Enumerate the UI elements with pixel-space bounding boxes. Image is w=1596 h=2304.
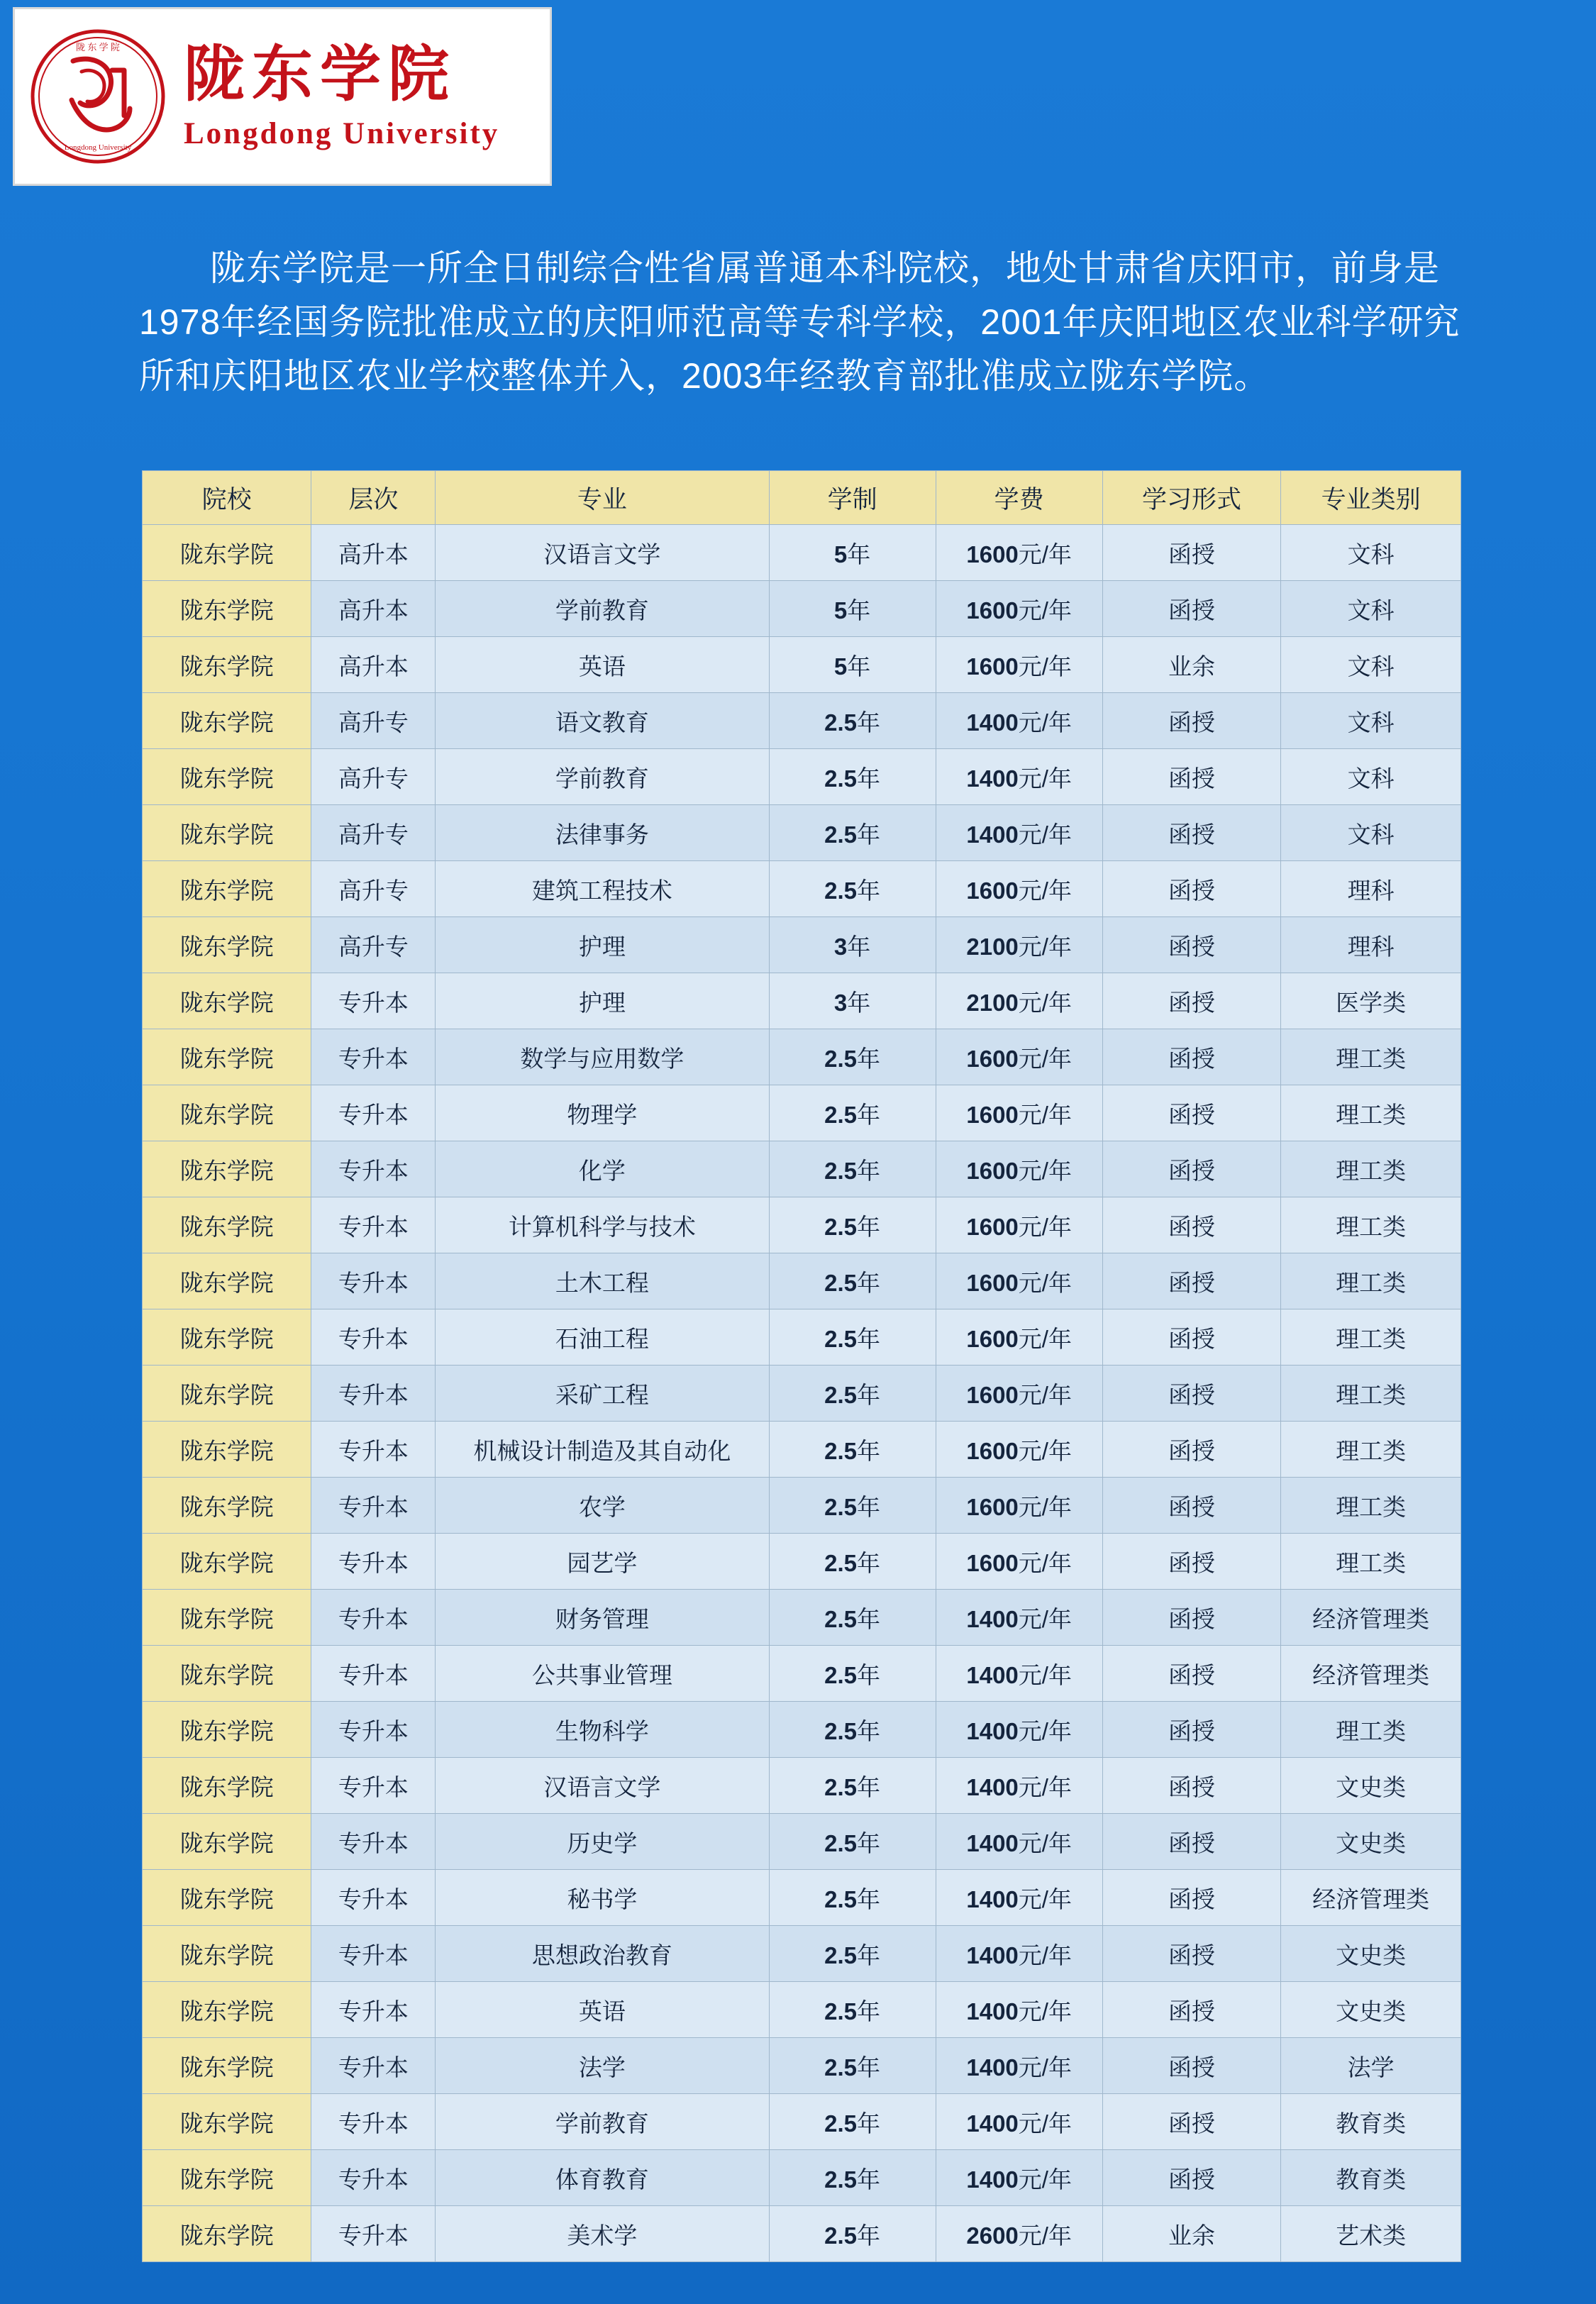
cell-major: 石油工程 <box>436 1309 769 1366</box>
cell-tuition: 2100元/年 <box>936 973 1102 1029</box>
table-row <box>143 1141 1461 1197</box>
cell-level: 高升专 <box>311 749 436 805</box>
cell-school: 陇东学院 <box>143 581 311 637</box>
cell-category: 理科 <box>1281 917 1461 973</box>
cell-school: 陇东学院 <box>143 2038 311 2094</box>
table-row <box>143 2038 1461 2094</box>
cell-major: 汉语言文学 <box>436 1758 769 1814</box>
cell-study-mode: 业余 <box>1102 2206 1281 2262</box>
table-row <box>143 1366 1461 1422</box>
cell-major: 计算机科学与技术 <box>436 1197 769 1253</box>
cell-tuition: 1600元/年 <box>936 525 1102 581</box>
cell-category: 法学 <box>1281 2038 1461 2094</box>
cell-major: 学前教育 <box>436 2094 769 2150</box>
cell-study-mode: 函授 <box>1102 2094 1281 2150</box>
cell-level: 专升本 <box>311 1478 436 1534</box>
university-emblem-icon <box>31 29 165 164</box>
cell-duration: 2.5年 <box>769 1926 936 1982</box>
cell-school: 陇东学院 <box>143 693 311 749</box>
cell-tuition: 1600元/年 <box>936 1029 1102 1085</box>
cell-school: 陇东学院 <box>143 1534 311 1590</box>
cell-tuition: 2600元/年 <box>936 2206 1102 2262</box>
cell-level: 高升专 <box>311 805 436 861</box>
table-row <box>143 693 1461 749</box>
cell-tuition: 1400元/年 <box>936 2094 1102 2150</box>
table-row <box>143 637 1461 693</box>
table-row <box>143 917 1461 973</box>
cell-level: 专升本 <box>311 973 436 1029</box>
cell-major: 法学 <box>436 2038 769 2094</box>
cell-duration: 2.5年 <box>769 1870 936 1926</box>
cell-major: 语文教育 <box>436 693 769 749</box>
cell-school: 陇东学院 <box>143 861 311 917</box>
column-header-study-mode: 学习形式 <box>1102 471 1281 525</box>
cell-major: 生物科学 <box>436 1702 769 1758</box>
cell-major: 汉语言文学 <box>436 525 769 581</box>
cell-duration: 2.5年 <box>769 1590 936 1646</box>
cell-tuition: 1400元/年 <box>936 1590 1102 1646</box>
cell-major: 思想政治教育 <box>436 1926 769 1982</box>
cell-duration: 2.5年 <box>769 1646 936 1702</box>
cell-tuition: 1400元/年 <box>936 749 1102 805</box>
cell-level: 专升本 <box>311 1646 436 1702</box>
cell-category: 理工类 <box>1281 1702 1461 1758</box>
table-row <box>143 1926 1461 1982</box>
introduction-paragraph: 陇东学院是一所全日制综合性省属普通本科院校，地处甘肃省庆阳市，前身是1978年经国务院批准成立的庆阳师范高等专科学校，2001年庆阳地区农业科学研究所和庆阳地区农业学校整体并入，2003年经教育部批准成立陇东学院。 <box>139 248 1461 396</box>
cell-duration: 2.5年 <box>769 1085 936 1141</box>
cell-study-mode: 函授 <box>1102 805 1281 861</box>
cell-school: 陇东学院 <box>143 1646 311 1702</box>
majors-table <box>142 470 1461 2262</box>
cell-major: 学前教育 <box>436 581 769 637</box>
cell-school: 陇东学院 <box>143 637 311 693</box>
cell-school: 陇东学院 <box>143 1758 311 1814</box>
cell-duration: 2.5年 <box>769 1814 936 1870</box>
cell-duration: 2.5年 <box>769 861 936 917</box>
cell-category: 艺术类 <box>1281 2206 1461 2262</box>
logo-name-en: Longdong University <box>184 116 500 150</box>
table-row <box>143 1309 1461 1366</box>
cell-school: 陇东学院 <box>143 1982 311 2038</box>
cell-category: 文科 <box>1281 637 1461 693</box>
cell-duration: 2.5年 <box>769 1478 936 1534</box>
cell-major: 英语 <box>436 1982 769 2038</box>
cell-level: 专升本 <box>311 1029 436 1085</box>
table-row <box>143 1197 1461 1253</box>
table-row <box>143 973 1461 1029</box>
cell-study-mode: 函授 <box>1102 1309 1281 1366</box>
cell-level: 专升本 <box>311 2038 436 2094</box>
cell-study-mode: 函授 <box>1102 1534 1281 1590</box>
cell-study-mode: 函授 <box>1102 1366 1281 1422</box>
cell-category: 教育类 <box>1281 2094 1461 2150</box>
cell-duration: 2.5年 <box>769 1534 936 1590</box>
cell-school: 陇东学院 <box>143 1309 311 1366</box>
cell-study-mode: 函授 <box>1102 1422 1281 1478</box>
cell-study-mode: 函授 <box>1102 525 1281 581</box>
cell-duration: 2.5年 <box>769 1309 936 1366</box>
table-row <box>143 2150 1461 2206</box>
cell-duration: 2.5年 <box>769 1366 936 1422</box>
cell-tuition: 1600元/年 <box>936 1085 1102 1141</box>
table-row <box>143 1758 1461 1814</box>
cell-duration: 2.5年 <box>769 749 936 805</box>
cell-school: 陇东学院 <box>143 1029 311 1085</box>
table-row <box>143 1085 1461 1141</box>
cell-tuition: 1600元/年 <box>936 637 1102 693</box>
cell-tuition: 1400元/年 <box>936 1982 1102 2038</box>
cell-school: 陇东学院 <box>143 1478 311 1534</box>
cell-level: 专升本 <box>311 1085 436 1141</box>
cell-duration: 2.5年 <box>769 2038 936 2094</box>
cell-category: 理工类 <box>1281 1422 1461 1478</box>
cell-study-mode: 函授 <box>1102 1197 1281 1253</box>
cell-major: 法律事务 <box>436 805 769 861</box>
cell-duration: 2.5年 <box>769 1758 936 1814</box>
table-row <box>143 1590 1461 1646</box>
cell-tuition: 1400元/年 <box>936 1646 1102 1702</box>
cell-major: 历史学 <box>436 1814 769 1870</box>
cell-tuition: 1400元/年 <box>936 805 1102 861</box>
cell-study-mode: 函授 <box>1102 1646 1281 1702</box>
cell-tuition: 1400元/年 <box>936 1702 1102 1758</box>
cell-school: 陇东学院 <box>143 917 311 973</box>
cell-category: 理科 <box>1281 861 1461 917</box>
cell-category: 文科 <box>1281 805 1461 861</box>
table-row <box>143 525 1461 581</box>
cell-study-mode: 函授 <box>1102 917 1281 973</box>
cell-category: 理工类 <box>1281 1309 1461 1366</box>
cell-major: 土木工程 <box>436 1253 769 1309</box>
cell-duration: 2.5年 <box>769 2206 936 2262</box>
cell-level: 专升本 <box>311 1870 436 1926</box>
cell-school: 陇东学院 <box>143 1085 311 1141</box>
cell-major: 秘书学 <box>436 1870 769 1926</box>
table-row <box>143 2206 1461 2262</box>
cell-tuition: 1600元/年 <box>936 1253 1102 1309</box>
cell-tuition: 1400元/年 <box>936 693 1102 749</box>
cell-study-mode: 函授 <box>1102 1814 1281 1870</box>
cell-level: 专升本 <box>311 1926 436 1982</box>
cell-major: 采矿工程 <box>436 1366 769 1422</box>
cell-level: 专升本 <box>311 1253 436 1309</box>
cell-tuition: 1600元/年 <box>936 861 1102 917</box>
cell-study-mode: 函授 <box>1102 2150 1281 2206</box>
cell-category: 文科 <box>1281 525 1461 581</box>
cell-level: 专升本 <box>311 1814 436 1870</box>
cell-school: 陇东学院 <box>143 749 311 805</box>
column-header-major: 专业 <box>436 471 769 525</box>
cell-study-mode: 函授 <box>1102 1926 1281 1982</box>
cell-school: 陇东学院 <box>143 805 311 861</box>
cell-level: 高升本 <box>311 581 436 637</box>
cell-category: 教育类 <box>1281 2150 1461 2206</box>
table-row <box>143 1534 1461 1590</box>
cell-level: 专升本 <box>311 1422 436 1478</box>
cell-study-mode: 函授 <box>1102 693 1281 749</box>
cell-level: 专升本 <box>311 2094 436 2150</box>
cell-study-mode: 函授 <box>1102 1085 1281 1141</box>
cell-study-mode: 函授 <box>1102 1141 1281 1197</box>
cell-level: 专升本 <box>311 1534 436 1590</box>
cell-duration: 2.5年 <box>769 1197 936 1253</box>
cell-category: 文科 <box>1281 693 1461 749</box>
cell-tuition: 1600元/年 <box>936 1478 1102 1534</box>
cell-school: 陇东学院 <box>143 1870 311 1926</box>
cell-major: 化学 <box>436 1141 769 1197</box>
cell-duration: 2.5年 <box>769 1141 936 1197</box>
cell-tuition: 1400元/年 <box>936 2038 1102 2094</box>
cell-major: 建筑工程技术 <box>436 861 769 917</box>
cell-school: 陇东学院 <box>143 1253 311 1309</box>
cell-major: 农学 <box>436 1478 769 1534</box>
table-row <box>143 1478 1461 1534</box>
cell-major: 护理 <box>436 917 769 973</box>
cell-tuition: 1400元/年 <box>936 2150 1102 2206</box>
cell-study-mode: 函授 <box>1102 1253 1281 1309</box>
cell-category: 文史类 <box>1281 1982 1461 2038</box>
cell-tuition: 1600元/年 <box>936 1141 1102 1197</box>
cell-school: 陇东学院 <box>143 525 311 581</box>
cell-duration: 2.5年 <box>769 1029 936 1085</box>
cell-category: 医学类 <box>1281 973 1461 1029</box>
table-row <box>143 1422 1461 1478</box>
cell-level: 高升专 <box>311 693 436 749</box>
cell-category: 理工类 <box>1281 1029 1461 1085</box>
cell-tuition: 1400元/年 <box>936 1814 1102 1870</box>
column-header-tuition: 学费 <box>936 471 1102 525</box>
cell-level: 高升本 <box>311 637 436 693</box>
logo-name-cn: 陇东学院 <box>184 40 456 109</box>
cell-category: 理工类 <box>1281 1197 1461 1253</box>
cell-level: 高升本 <box>311 525 436 581</box>
svg-text:Longdong University: Longdong University <box>64 143 132 152</box>
cell-study-mode: 函授 <box>1102 1590 1281 1646</box>
cell-category: 文史类 <box>1281 1926 1461 1982</box>
svg-text:陇 东 学 院: 陇 东 学 院 <box>76 42 120 52</box>
cell-category: 理工类 <box>1281 1085 1461 1141</box>
cell-school: 陇东学院 <box>143 1926 311 1982</box>
table-row <box>143 1982 1461 2038</box>
cell-duration: 2.5年 <box>769 1422 936 1478</box>
cell-category: 文史类 <box>1281 1758 1461 1814</box>
cell-school: 陇东学院 <box>143 1702 311 1758</box>
cell-duration: 5年 <box>769 581 936 637</box>
cell-category: 理工类 <box>1281 1253 1461 1309</box>
cell-tuition: 1600元/年 <box>936 581 1102 637</box>
cell-school: 陇东学院 <box>143 2150 311 2206</box>
cell-study-mode: 函授 <box>1102 1029 1281 1085</box>
cell-category: 理工类 <box>1281 1534 1461 1590</box>
cell-study-mode: 函授 <box>1102 861 1281 917</box>
cell-duration: 2.5年 <box>769 1702 936 1758</box>
majors-table-body <box>143 525 1461 2262</box>
table-row <box>143 749 1461 805</box>
cell-category: 文科 <box>1281 581 1461 637</box>
cell-tuition: 1600元/年 <box>936 1422 1102 1478</box>
cell-major: 护理 <box>436 973 769 1029</box>
cell-school: 陇东学院 <box>143 1590 311 1646</box>
cell-duration: 2.5年 <box>769 1982 936 2038</box>
column-header-school: 院校 <box>143 471 311 525</box>
cell-level: 高升专 <box>311 861 436 917</box>
cell-major: 财务管理 <box>436 1590 769 1646</box>
cell-tuition: 1400元/年 <box>936 1758 1102 1814</box>
cell-level: 专升本 <box>311 2206 436 2262</box>
table-row <box>143 861 1461 917</box>
table-row <box>143 1702 1461 1758</box>
university-logo-banner <box>13 7 552 186</box>
cell-category: 理工类 <box>1281 1366 1461 1422</box>
cell-tuition: 1600元/年 <box>936 1366 1102 1422</box>
cell-study-mode: 函授 <box>1102 1982 1281 2038</box>
cell-category: 经济管理类 <box>1281 1590 1461 1646</box>
cell-school: 陇东学院 <box>143 2206 311 2262</box>
cell-duration: 2.5年 <box>769 2150 936 2206</box>
table-row <box>143 1029 1461 1085</box>
table-row <box>143 581 1461 637</box>
cell-study-mode: 函授 <box>1102 2038 1281 2094</box>
cell-level: 专升本 <box>311 1197 436 1253</box>
cell-study-mode: 函授 <box>1102 1870 1281 1926</box>
cell-category: 理工类 <box>1281 1141 1461 1197</box>
column-header-level: 层次 <box>311 471 436 525</box>
cell-major: 英语 <box>436 637 769 693</box>
cell-level: 专升本 <box>311 1366 436 1422</box>
cell-duration: 2.5年 <box>769 1253 936 1309</box>
cell-category: 文科 <box>1281 749 1461 805</box>
logo-wordmark <box>184 42 499 151</box>
cell-major: 物理学 <box>436 1085 769 1141</box>
cell-study-mode: 函授 <box>1102 1478 1281 1534</box>
cell-duration: 5年 <box>769 637 936 693</box>
column-header-category: 专业类别 <box>1281 471 1461 525</box>
cell-tuition: 2100元/年 <box>936 917 1102 973</box>
cell-school: 陇东学院 <box>143 1366 311 1422</box>
cell-level: 高升专 <box>311 917 436 973</box>
cell-tuition: 1600元/年 <box>936 1534 1102 1590</box>
cell-level: 专升本 <box>311 1141 436 1197</box>
table-row <box>143 2094 1461 2150</box>
cell-study-mode: 函授 <box>1102 1702 1281 1758</box>
column-header-duration: 学制 <box>769 471 936 525</box>
cell-level: 专升本 <box>311 2150 436 2206</box>
cell-major: 美术学 <box>436 2206 769 2262</box>
cell-school: 陇东学院 <box>143 1141 311 1197</box>
cell-category: 经济管理类 <box>1281 1870 1461 1926</box>
cell-study-mode: 函授 <box>1102 581 1281 637</box>
cell-category: 文史类 <box>1281 1814 1461 1870</box>
cell-tuition: 1600元/年 <box>936 1197 1102 1253</box>
cell-tuition: 1400元/年 <box>936 1870 1102 1926</box>
cell-tuition: 1600元/年 <box>936 1309 1102 1366</box>
cell-school: 陇东学院 <box>143 1197 311 1253</box>
majors-table-wrapper <box>142 470 1461 2262</box>
cell-level: 专升本 <box>311 1982 436 2038</box>
cell-duration: 2.5年 <box>769 2094 936 2150</box>
cell-school: 陇东学院 <box>143 2094 311 2150</box>
cell-major: 数学与应用数学 <box>436 1029 769 1085</box>
cell-level: 专升本 <box>311 1590 436 1646</box>
cell-school: 陇东学院 <box>143 1422 311 1478</box>
cell-study-mode: 函授 <box>1102 973 1281 1029</box>
cell-duration: 5年 <box>769 525 936 581</box>
table-row <box>143 805 1461 861</box>
cell-level: 专升本 <box>311 1309 436 1366</box>
table-header-row <box>143 471 1461 525</box>
cell-category: 理工类 <box>1281 1478 1461 1534</box>
table-row <box>143 1814 1461 1870</box>
cell-level: 专升本 <box>311 1758 436 1814</box>
cell-study-mode: 业余 <box>1102 637 1281 693</box>
cell-study-mode: 函授 <box>1102 1758 1281 1814</box>
cell-major: 公共事业管理 <box>436 1646 769 1702</box>
table-row <box>143 1870 1461 1926</box>
cell-school: 陇东学院 <box>143 1814 311 1870</box>
cell-level: 专升本 <box>311 1702 436 1758</box>
cell-duration: 3年 <box>769 917 936 973</box>
table-row <box>143 1253 1461 1309</box>
table-row <box>143 1646 1461 1702</box>
cell-major: 园艺学 <box>436 1534 769 1590</box>
cell-major: 体育教育 <box>436 2150 769 2206</box>
cell-tuition: 1400元/年 <box>936 1926 1102 1982</box>
cell-study-mode: 函授 <box>1102 749 1281 805</box>
cell-duration: 2.5年 <box>769 693 936 749</box>
cell-major: 学前教育 <box>436 749 769 805</box>
cell-duration: 3年 <box>769 973 936 1029</box>
cell-major: 机械设计制造及其自动化 <box>436 1422 769 1478</box>
cell-category: 经济管理类 <box>1281 1646 1461 1702</box>
cell-duration: 2.5年 <box>769 805 936 861</box>
cell-school: 陇东学院 <box>143 973 311 1029</box>
